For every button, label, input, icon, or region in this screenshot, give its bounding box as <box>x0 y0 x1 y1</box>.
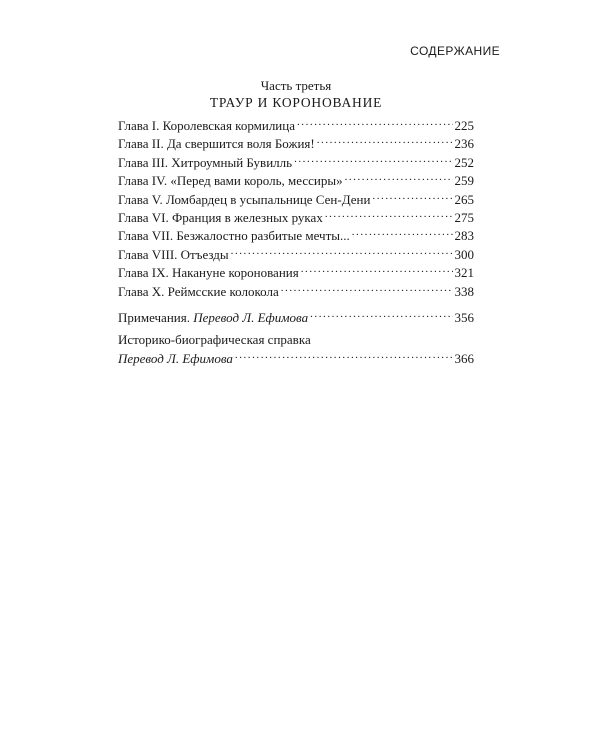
toc-entry-page: 265 <box>454 191 474 207</box>
toc-entry-page: 356 <box>454 309 474 325</box>
dot-leader <box>235 351 453 363</box>
dot-leader <box>352 228 453 240</box>
toc-entry-page: 275 <box>454 209 474 225</box>
toc-entry-title: Глава X. Реймсские колокола <box>118 283 279 299</box>
toc-entry-chapter-5[interactable] <box>118 191 474 209</box>
notes-title: Примечания. <box>118 309 190 325</box>
toc-entry-title: Глава IV. «Перед вами король, мессиры» <box>118 173 343 189</box>
toc-entry-page: 366 <box>454 350 474 366</box>
toc-entry-chapter-6[interactable] <box>118 209 474 227</box>
part-title: ТРАУР И КОРОНОВАНИЕ <box>209 95 383 110</box>
toc-entry-title: Глава V. Ломбардец в усыпальнице Сен-Дени <box>118 191 371 207</box>
dot-leader <box>297 118 453 130</box>
toc-entry-title: Глава VII. Безжалостно разбитые мечты... <box>118 228 350 244</box>
dot-leader <box>325 210 453 222</box>
toc-entry-page: 283 <box>454 228 474 244</box>
toc-entry-title: Глава II. Да свершится воля Божия! <box>118 136 315 152</box>
dot-leader <box>294 155 452 167</box>
toc-entry-title: Глава I. Королевская кормилица <box>118 118 295 133</box>
toc-entry-title: Глава VI. Франция в железных руках <box>118 209 323 225</box>
dot-leader <box>317 136 453 148</box>
dot-leader <box>372 192 452 204</box>
toc-entry-chapter-9[interactable] <box>118 264 474 282</box>
toc-entry-chapter-1[interactable] <box>118 117 474 135</box>
toc-entry-chapter-4[interactable] <box>118 172 474 190</box>
toc-entry-title: Глава III. Хитроумный Бувилль <box>118 154 293 170</box>
reference-translator: Перевод Л. Ефимова <box>118 350 233 366</box>
toc-entry-page: 236 <box>454 136 474 152</box>
part-label: Часть третья <box>260 78 332 93</box>
dot-leader <box>281 284 453 296</box>
toc-entry-chapter-8[interactable] <box>118 246 474 264</box>
toc-entry-chapter-2[interactable] <box>118 135 474 153</box>
toc-entry-title <box>118 309 308 327</box>
part-heading <box>118 78 474 112</box>
toc-entry-title: Глава VIII. Отъезды <box>118 246 229 262</box>
section-gap <box>118 301 474 309</box>
toc-entry-chapter-7[interactable] <box>118 227 474 245</box>
toc-entry-page: 338 <box>454 283 474 299</box>
running-head: СОДЕРЖАНИЕ <box>410 44 500 58</box>
table-of-contents <box>118 117 474 368</box>
toc-entry-title: Глава IX. Накануне коронования <box>118 265 299 281</box>
toc-entry-chapter-3[interactable] <box>118 154 474 172</box>
notes-translator: Перевод Л. Ефимова <box>193 309 309 325</box>
toc-entry-page: 321 <box>454 265 474 281</box>
toc-entry-page: 225 <box>454 118 474 133</box>
dot-leader <box>301 265 453 277</box>
toc-entry-page: 300 <box>454 246 474 262</box>
toc-entry-page: 259 <box>454 173 474 189</box>
toc-entry-reference[interactable] <box>118 350 474 368</box>
toc-entry-page: 252 <box>454 154 474 170</box>
dot-leader <box>231 247 453 259</box>
toc-entry-notes[interactable] <box>118 309 474 327</box>
toc-entry-chapter-10[interactable] <box>118 283 474 301</box>
reference-title: Историко-биографическая справка <box>118 332 311 348</box>
dot-leader <box>345 173 453 185</box>
dot-leader <box>310 310 452 322</box>
